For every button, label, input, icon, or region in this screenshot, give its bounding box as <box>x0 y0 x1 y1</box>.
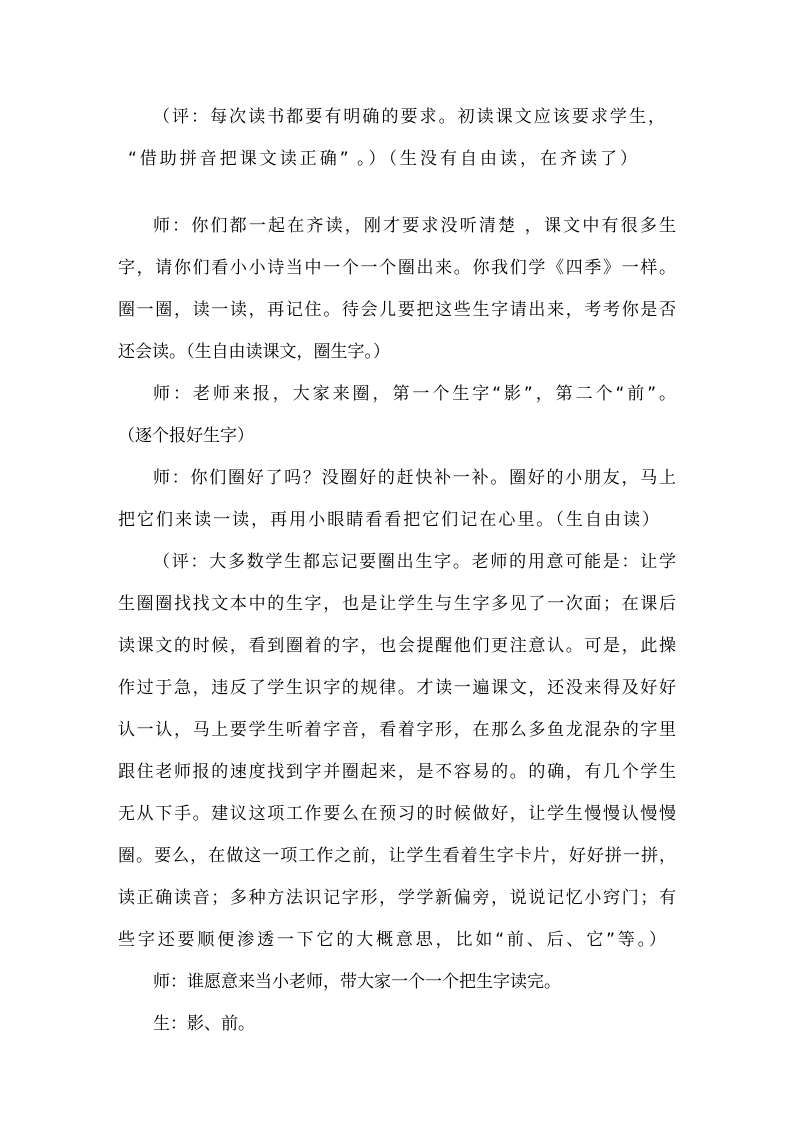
text-line: 师：你们都一起在齐读，刚才要求没听清楚 ，课文中有很多生 <box>153 216 676 236</box>
text-line: 读课文的时候，看到圈着的字，也会提醒他们更注意认。可是，此操 <box>118 636 676 656</box>
text-line: 师：老师来报，大家来圈，第一个生字“影”，第二个“前”。 <box>153 384 676 404</box>
text-line: “借助拼音把课文读正确” 。）（生没有自由读，在齐读了） <box>128 149 637 169</box>
text-line: 认一认，马上要学生听着字音，看着字形，在那么多鱼龙混杂的字里 <box>118 720 676 740</box>
text-line: 还会读。（生自由读课文，圈生字。） <box>118 342 390 362</box>
text-line: 圈。要么，在做这一项工作之前，让学生看着生字卡片，好好拼一拼， <box>118 846 676 866</box>
text-line: （逐个报好生字） <box>118 426 254 446</box>
text-line: 师：你们圈好了吗？没圈好的赶快补一补。圈好的小朋友，马上 <box>153 468 676 488</box>
text-line: 师：谁愿意来当小老师，带大家一个一个把生字读完。 <box>153 972 561 992</box>
text-line: 把它们来读一读，再用小眼睛看看把它们记在心里。（生自由读） <box>118 510 659 530</box>
text-line: 跟住老师报的速度找到字并圈起来，是不容易的。的确，有几个学生 <box>118 762 676 782</box>
text-line: 作过于急，违反了学生识字的规律。才读一遍课文，还没来得及好好 <box>118 678 676 698</box>
text-line: 些字还要顺便渗透一下它的大概意思，比如“前、后、它”等。） <box>118 930 666 950</box>
text-line: 圈一圈，读一读，再记住。待会儿要把这些生字请出来，考考你是否 <box>118 300 676 320</box>
text-line: 字，请你们看小小诗当中一个一个圈出来。你我们学《四季》一样。 <box>118 258 676 278</box>
text-line: （评：大多数学生都忘记要圈出生字。老师的用意可能是：让学 <box>153 552 676 572</box>
text-line: （评：每次读书都要有明确的要求。初读课文应该要求学生， <box>153 107 665 127</box>
text-line: 读正确读音；多种方法识记字形，学学新偏旁，说说记忆小窍门；有 <box>118 888 676 908</box>
text-line: 生：影、前。 <box>153 1014 255 1034</box>
text-line: 生圈圈找找文本中的生字，也是让学生与生字多见了一次面；在课后 <box>118 594 676 614</box>
text-line: 无从下手。建议这项工作要么在预习的时候做好，让学生慢慢认慢慢 <box>118 804 676 824</box>
